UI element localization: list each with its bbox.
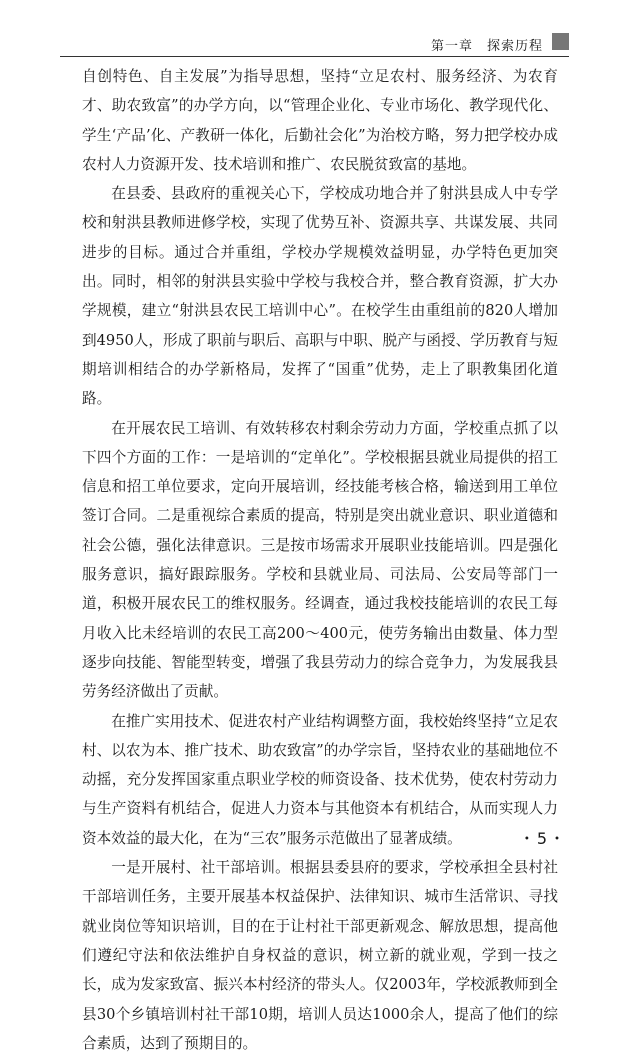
page-number: ・5・ [518,829,567,848]
running-header [60,30,569,57]
paragraph: 在县委、县政府的重视关心下，学校成功地合并了射洪县成人中专学校和射洪县教师进修学校，实现了优势互补、资源共享、共谋发展、共同进步的目标。通过合并重组，学校办学规模效益明显，办学特色更加突出。同时，相邻的射洪县实验中学校与我校合并，整合教育资源，扩大办学规模，建立“射洪县农民工培训中心”。在校学生由重组前的820人增加到4950人，形成了职前与职后、高职与中职、脱产与函授、学历教育与短期培训相结合的办学新格局，发挥了“国重”优势，走上了职教集团化道路。 [82,185,558,408]
chapter-title: 第一章 探索历程 [430,39,543,54]
paragraph: 在开展农民工培训、有效转移农村剩余劳动力方面，学校重点抓了以下四个方面的工作：一是培训的“定单化”。学校根据县就业局提供的招工信息和招工单位要求，定向开展培训，经技能考核合格，输送到用工单位签订合同。二是重视综合素质的提高，特别是突出就业意识、职业道德和社会公德，强化法律意识。三是按市场需求开展职业技能培训。四是强化服务意识，搞好跟踪服务。学校和县就业局、司法局、公安局等部门一道，积极开展农民工的维权服务。经调查，通过我校技能培训的农民工每月收入比未经培训的农民工高200～400元，使劳务输出由数量、体力型逐步向技能、智能型转变，增强了我县劳动力的综合竞争力，为发展我县劳务经济做出了贡献。 [82,419,558,701]
header-decoration [552,33,569,50]
paragraph: 在推广实用技术、促进农村产业结构调整方面，我校始终坚持“立足农村、以农为本、推广技术、助农致富”的办学宗旨，坚持农业的基础地位不动摇，充分发挥国家重点职业学校的师资设备、技术优势，使农村劳动力与生产资料有机结合，促进人力资本与其他资本有机结合，从而实现人力资本效益的最大化，在为“三农”服务示范做出了显著成绩。 [82,712,558,847]
body-text [82,62,558,1058]
paragraph: 自创特色、自主发展”为指导思想，坚持“立足农村、服务经济、为农育才、助农致富”的办学方向，以“管理企业化、专业市场化、教学现代化、学生‘产品’化、产教研一体化，后勤社会化”为治校方略，努力把学校办成农村人力资源开发、技术培训和推广、农民脱贫致富的基地。 [82,68,558,173]
paragraph: 一是开展村、社干部培训。根据县委县府的要求，学校承担全县村社干部培训任务，主要开展基本权益保护、法律知识、城市生活常识、寻找就业岗位等知识培训，目的在于让村社干部更新观念、解放思想，提高他们遵纪守法和依法维护自身权益的意识，树立新的就业观，学到一技之长，成为发家致富、振兴本村经济的带头人。仅2003年，学校派教师到全县30个乡镇培训村社干部10期，培训人员达1000余人，提高了他们的综合素质，达到了预期目的。 [82,859,558,1052]
